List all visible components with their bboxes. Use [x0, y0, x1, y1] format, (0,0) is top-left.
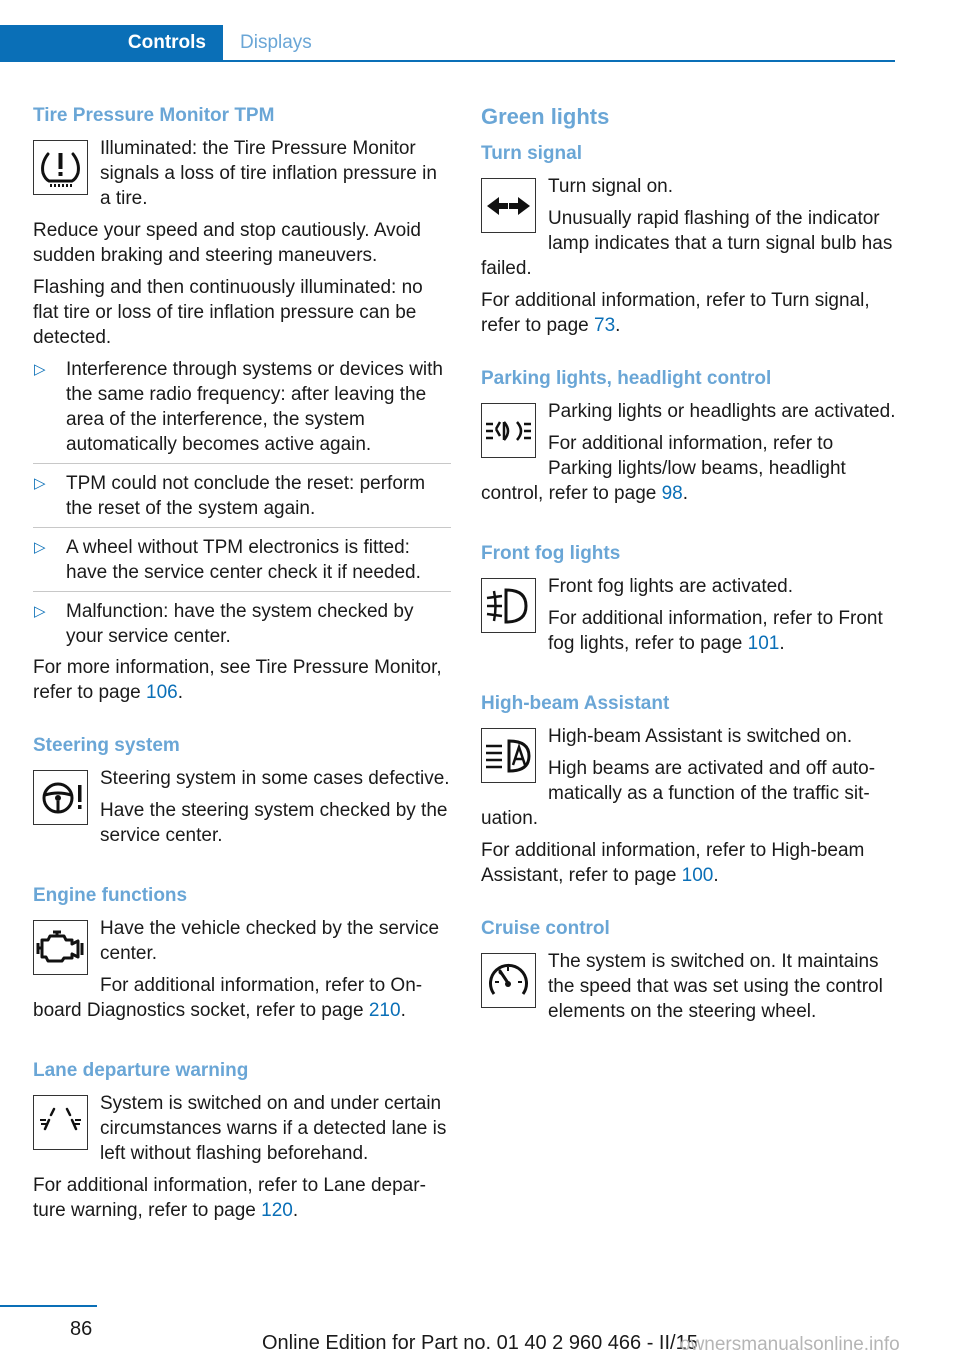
- bullet-triangle-icon: ▷: [34, 475, 46, 492]
- fog-text-2: For additional information, refer to Front fog lights, refer to page 101.: [548, 608, 883, 654]
- tab-displays[interactable]: Displays: [240, 32, 312, 53]
- engine-text-2: For additional information, refer to On-board Diagnostics socket, refer to page 210.: [33, 975, 423, 1021]
- highbeam-heading: High-beam Assistant: [481, 693, 670, 714]
- edition-text: Online Edition for Part no. 01 40 2 960 466 - II/15: [262, 1332, 698, 1354]
- highbeam-section: [481, 724, 899, 888]
- watermark: ownersmanualsonline.info: [680, 1334, 900, 1355]
- fog-section: [481, 574, 899, 663]
- steering-text-1: Steering system in some cases defective.: [100, 768, 450, 789]
- cruise-section: [481, 949, 899, 1031]
- parking-section: [481, 399, 899, 513]
- high-beam-assistant-icon: [481, 728, 536, 783]
- turn-signal-arrows-icon: [481, 178, 536, 233]
- left-column: [33, 103, 451, 1230]
- tab-controls[interactable]: Controls: [0, 25, 223, 62]
- steering-wheel-warning-icon: [33, 770, 88, 825]
- page-link-73[interactable]: 73: [594, 315, 616, 336]
- bullet-triangle-icon: ▷: [34, 539, 46, 556]
- tpm-section: [33, 136, 451, 705]
- highbeam-text-3: For additional information, refer to High-beam Assistant, refer to page 100.: [481, 840, 865, 886]
- tpm-reduce-text: Reduce your speed and stop cautiously. Avoid sudden braking and steering maneuvers.: [33, 220, 421, 266]
- parking-heading: Parking lights, headlight control: [481, 368, 772, 389]
- green-lights-heading: Green lights: [481, 104, 610, 129]
- steering-section: [33, 766, 451, 855]
- page-link-210[interactable]: 210: [368, 1000, 401, 1021]
- fog-text-1: Front fog lights are activated.: [548, 576, 794, 597]
- turn-text-3: For additional information, refer to Turn signal, refer to page 73.: [481, 290, 870, 336]
- parking-lights-icon: [481, 403, 536, 458]
- tpm-heading: Tire Pressure Monitor TPM: [33, 105, 275, 126]
- steering-heading: Steering system: [33, 735, 180, 756]
- tpm-flashing-text: Flashing and then continuously illuminated: no flat tire or loss of tire inflation pressure can be detected.: [33, 277, 423, 348]
- engine-section: [33, 916, 451, 1030]
- steering-text-2: Have the steering system checked by the service center.: [100, 800, 448, 846]
- cruise-control-icon: [481, 953, 536, 1008]
- turn-text-1: Turn signal on.: [548, 176, 673, 197]
- turn-text-2: Unusually rapid flashing of the indicator lamp indicates that a turn signal bulb has failed.: [481, 208, 893, 279]
- page-link-101[interactable]: 101: [747, 633, 780, 654]
- fog-heading: Front fog lights: [481, 543, 621, 564]
- page-link-100[interactable]: 100: [681, 865, 714, 886]
- list-item: ▷ A wheel without TPM electronics is fitted: have the service center check it if needed.: [33, 535, 451, 592]
- cruise-heading: Cruise control: [481, 918, 610, 939]
- turn-signal-heading: Turn signal: [481, 143, 582, 164]
- bullet-triangle-icon: ▷: [34, 603, 46, 620]
- tpm-illuminated-text: Illuminated: the Tire Pressure Monitor signals a loss of tire inflation pressure in a tire.: [100, 138, 437, 209]
- tire-pressure-icon: [33, 140, 88, 195]
- footer-divider: [0, 1305, 97, 1307]
- parking-text-1: Parking lights or headlights are activated.: [548, 401, 896, 422]
- page-link-98[interactable]: 98: [661, 483, 683, 504]
- page-link-120[interactable]: 120: [261, 1200, 293, 1221]
- right-column: [481, 103, 899, 1031]
- lane-departure-icon: [33, 1095, 88, 1150]
- cruise-text-1: The system is switched on. It maintains the speed that was set using the control elements on the steering wheel.: [548, 951, 883, 1022]
- parking-text-2: For additional information, refer to Parking lights/low beams, headlight control, refer to page 98.: [481, 433, 846, 504]
- engine-text-1: Have the vehicle checked by the service center.: [100, 918, 440, 964]
- list-item: ▷ Interference through systems or devices with the same radio frequency: after leaving the area of the interference, the system automatically becomes active again.: [33, 357, 451, 464]
- highbeam-text-2: High beams are activated and off automatically as a function of the traffic situation.: [481, 758, 876, 829]
- turn-signal-section: [481, 174, 899, 338]
- tpm-bullet-list: [33, 357, 451, 655]
- lane-text-2: For additional information, refer to Lane departure warning, refer to page 120.: [33, 1175, 426, 1221]
- lane-section: [33, 1091, 451, 1223]
- bullet-triangle-icon: ▷: [34, 361, 46, 378]
- list-item: ▷ Malfunction: have the system checked by your service center.: [34, 601, 414, 647]
- lane-text-1: System is switched on and under certain circumstances warns if a detected lane is left without flashing beforehand.: [100, 1093, 447, 1164]
- list-item: ▷ TPM could not conclude the reset: perform the reset of the system again.: [33, 471, 451, 528]
- highbeam-text-1: High-beam Assistant is switched on.: [548, 726, 853, 747]
- lane-heading: Lane departure warning: [33, 1060, 249, 1081]
- section-tabbar: [0, 25, 895, 62]
- engine-heading: Engine functions: [33, 885, 188, 906]
- engine-check-icon: [33, 920, 88, 975]
- tpm-more-info: For more information, see Tire Pressure Monitor, refer to page 106.: [33, 657, 442, 703]
- page-link-106[interactable]: 106: [146, 682, 178, 703]
- page-number: 86: [70, 1318, 93, 1340]
- front-fog-light-icon: [481, 578, 536, 633]
